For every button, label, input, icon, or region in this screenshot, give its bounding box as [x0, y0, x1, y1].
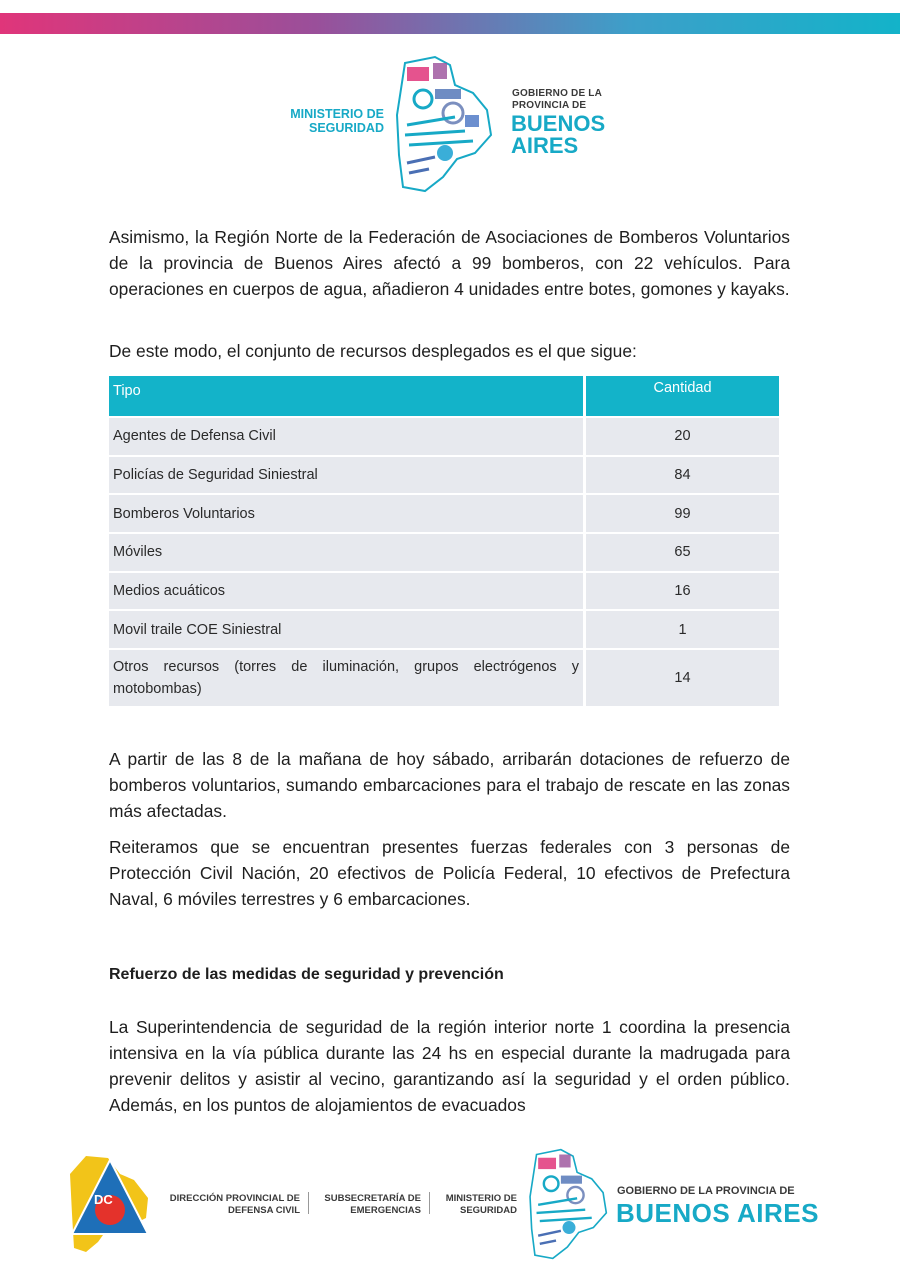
table-cell-tipo: Móviles	[109, 534, 583, 571]
paragraph-superintendencia: La Superintendencia de seguridad de la región interior norte 1 coordina la presencia intensiva en la vía pública durante las 24 hs en especial durante la madrugada para prevenir delitos y asistir al vecino, garantizando así la seguridad y el orden público. Además, en los puntos de alojamientos de evacuados	[109, 1017, 790, 1115]
gov-small-line-2: PROVINCIA DE	[512, 100, 587, 111]
table-cell-cantidad: 99	[583, 495, 779, 532]
table-row	[109, 650, 779, 708]
gov-big-line-2: AIRES	[511, 133, 579, 158]
table-cell-tipo: Policías de Seguridad Siniestral	[109, 457, 583, 494]
table-cell-cantidad: 14	[583, 650, 779, 706]
table-header-cantidad: Cantidad	[583, 376, 779, 416]
table-row	[109, 573, 779, 612]
footer-subsecretaria-line-2: EMERGENCIAS	[350, 1205, 421, 1216]
footer-subsecretaria-line-1: SUBSECRETARÍA DE	[324, 1193, 421, 1204]
table-cell-cantidad: 65	[583, 534, 779, 571]
table-header-tipo: Tipo	[109, 376, 583, 416]
ministry-label	[280, 107, 384, 135]
footer-direccion-line-2: DEFENSA CIVIL	[228, 1205, 300, 1216]
table-row	[109, 534, 779, 573]
gov-big-line-1: BUENOS	[511, 111, 606, 136]
table-header-row	[109, 376, 779, 418]
footer-ministerio-line-2: SEGURIDAD	[459, 1205, 517, 1216]
gov-small-label	[512, 88, 602, 112]
table-cell-cantidad: 20	[583, 418, 779, 455]
footer-subsecretaria-label	[318, 1193, 421, 1217]
paragraph-refuerzo-sabado: A partir de las 8 de la mañana de hoy sábado, arribarán dotaciones de refuerzo de bomberos voluntarios, sumando embarcaciones para el trabajo de rescate en las zonas más afectadas.	[109, 749, 790, 821]
resources-table	[109, 376, 779, 708]
table-cell-cantidad: 1	[583, 611, 779, 648]
table-cell-tipo: Movil traile COE Siniestral	[109, 611, 583, 648]
footer-direccion-label	[160, 1193, 300, 1217]
province-map-emblem-icon	[528, 1148, 610, 1260]
footer-gov-big-label: BUENOS AIRES	[616, 1198, 819, 1228]
paragraph-recursos-intro: De este modo, el conjunto de recursos desplegados es el que sigue:	[109, 341, 637, 361]
table-cell-tipo: Otros recursos (torres de iluminación, grupos electrógenos y motobombas)	[109, 650, 583, 706]
footer-gov-small-label: GOBIERNO DE LA PROVINCIA DE	[617, 1185, 795, 1197]
page-header-logo	[280, 55, 620, 195]
gov-small-line-1: GOBIERNO DE LA	[512, 88, 603, 99]
table-body	[109, 418, 779, 708]
paragraph-bomberos-region-norte: Asimismo, la Región Norte de la Federación de Asociaciones de Bomberos Voluntarios de la provincia de Buenos Aires afectó a 99 bomberos, con 22 vehículos. Para operaciones en cuerpos de agua, añadieron 4 unidades entre botes, gomones y kayaks.	[109, 227, 790, 299]
paragraph-fuerzas-federales: Reiteramos que se encuentran presentes fuerzas federales con 3 personas de Protección Civil Nación, 20 efectivos de Policía Federal, 10 efectivos de Prefectura Naval, 6 móviles terrestres y 6 embarcaciones.	[109, 837, 790, 909]
table-cell-tipo: Bomberos Voluntarios	[109, 495, 583, 532]
table-cell-tipo: Agentes de Defensa Civil	[109, 418, 583, 455]
table-row	[109, 611, 779, 650]
table-cell-cantidad: 84	[583, 457, 779, 494]
table-row	[109, 495, 779, 534]
footer-separator	[429, 1192, 430, 1214]
province-map-emblem-icon	[395, 55, 495, 193]
footer-separator	[308, 1192, 309, 1214]
ministry-line-1: MINISTERIO DE	[290, 107, 384, 121]
gov-big-label	[511, 113, 605, 157]
section-heading: Refuerzo de las medidas de seguridad y prevención	[109, 966, 504, 983]
table-row	[109, 418, 779, 457]
table-row	[109, 457, 779, 496]
footer-direccion-line-1: DIRECCIÓN PROVINCIAL DE	[169, 1193, 300, 1204]
top-gradient-bar	[0, 13, 900, 34]
footer-ministerio-line-1: MINISTERIO DE	[445, 1193, 517, 1204]
footer-ministerio-label	[437, 1193, 517, 1217]
table-cell-tipo: Medios acuáticos	[109, 573, 583, 610]
defensa-civil-badge-text: DC	[94, 1192, 113, 1207]
page-footer-logos	[0, 1140, 900, 1260]
ministry-line-2: SEGURIDAD	[308, 121, 384, 135]
table-cell-cantidad: 16	[583, 573, 779, 610]
